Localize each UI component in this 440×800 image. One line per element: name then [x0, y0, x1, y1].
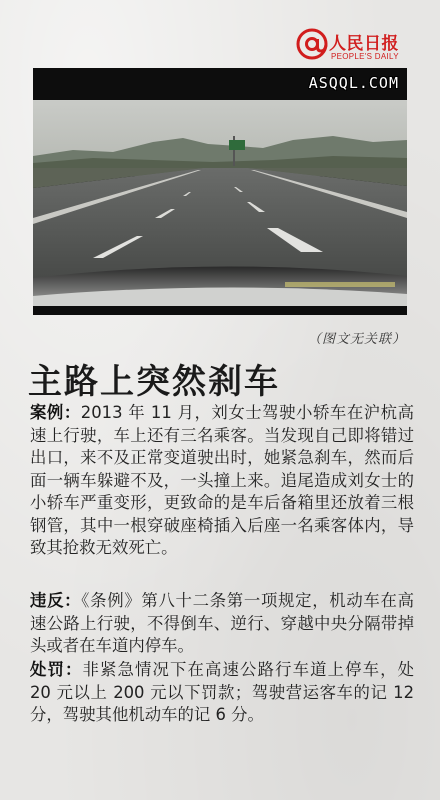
dashcam-photo — [33, 68, 407, 315]
case-paragraph — [30, 402, 414, 560]
case-text: 2013 年 11 月，刘女士驾驶小轿车在沪杭高速上行驶，车上还有三名乘客。当发现自己即将错过出口，来不及正常变道驶出时，她紧急刹车，然而后面一辆车躲避不及，一头撞上来。追尾造成刘女士的小轿车严重变形，更致命的是车后备箱里还放着三根钢管，其中一根穿破座椅插入后座一名乘客体内，导致其抢救无效死亡。 — [30, 403, 415, 557]
caption-note: （图文无关联） — [307, 332, 406, 347]
logo-name-cn: 人民日报 — [329, 34, 399, 54]
violation-text: 《条例》第八十二条第一项规定，机动车在高速公路上行驶，不得倒车、逆行、穿越中央分隔带掉头或者在车道内停车。 — [30, 591, 414, 655]
violation-paragraph — [30, 590, 414, 658]
case-label: 案例： — [30, 403, 81, 422]
penalty-text: 非紧急情况下在高速公路行车道上停车，处 20 元以上 200 元以下罚款；驾驶营运客车的记 12 分，驾驶其他机动车的记 6 分。 — [30, 660, 414, 724]
highway-scene-image — [33, 68, 407, 315]
penalty-label: 处罚： — [30, 660, 83, 679]
violation-label: 违反： — [30, 591, 82, 610]
logo-name-en: PEOPLE'S DAILY — [331, 52, 399, 61]
at-sign-icon — [295, 27, 329, 61]
photo-watermark: ASQQL.COM — [308, 74, 399, 92]
article-title: 主路上突然刹车 — [28, 362, 280, 402]
penalty-paragraph — [30, 659, 414, 727]
people-daily-logo — [295, 24, 410, 66]
